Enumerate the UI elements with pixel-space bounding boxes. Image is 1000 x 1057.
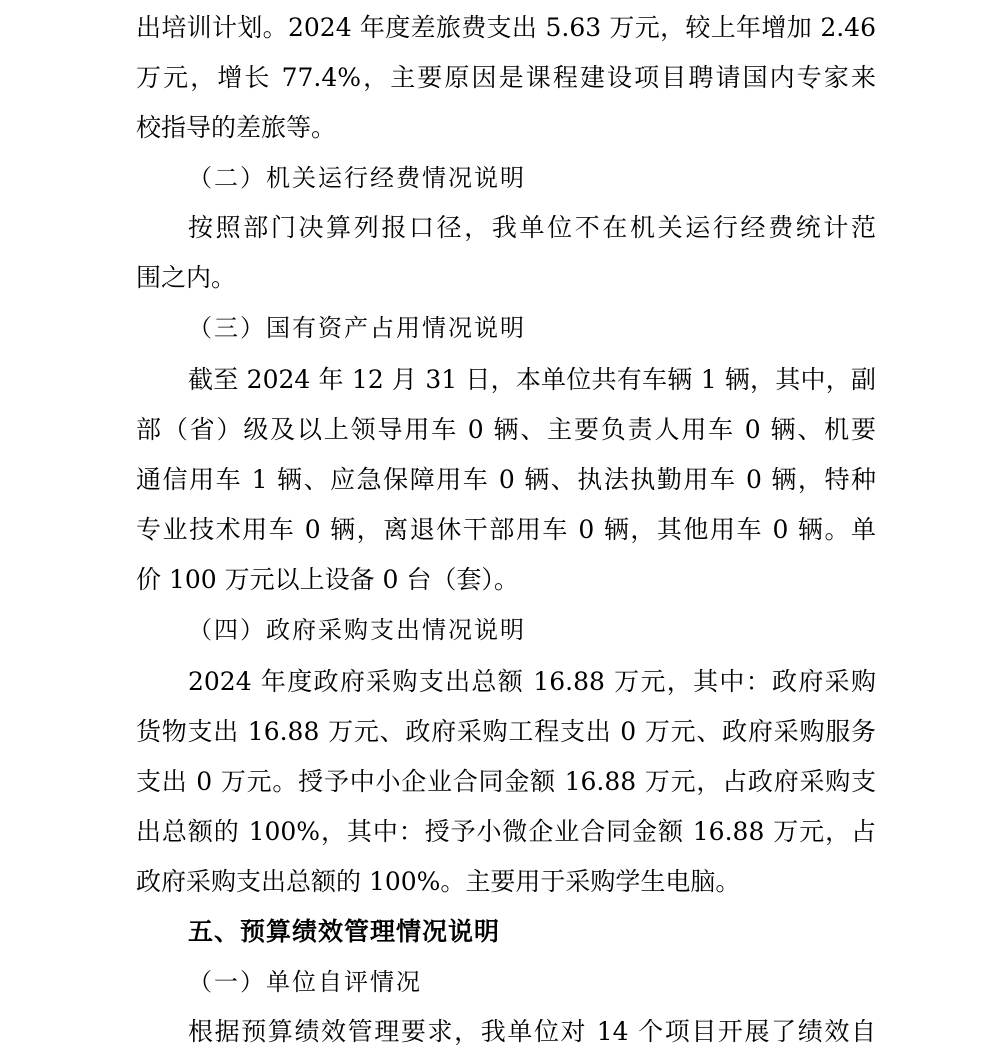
paragraph-line: 部（省）级及以上领导用车 0 辆、主要负责人用车 0 辆、机要 xyxy=(136,415,876,444)
paragraph-line: 围之内。 xyxy=(136,263,237,292)
paragraph-line: 校指导的差旅等。 xyxy=(136,113,337,142)
section-heading-5: 五、预算绩效管理情况说明 xyxy=(188,917,501,946)
paragraph-line: 出培训计划。2024 年度差旅费支出 5.63 万元，较上年增加 2.46 xyxy=(136,13,876,42)
paragraph-line: 支出 0 万元。授予中小企业合同金额 16.88 万元，占政府采购支 xyxy=(136,767,876,796)
paragraph-line: 通信用车 1 辆、应急保障用车 0 辆、执法执勤用车 0 辆，特种 xyxy=(136,465,876,494)
paragraph-line: 截至 2024 年 12 月 31 日，本单位共有车辆 1 辆，其中，副 xyxy=(188,365,876,394)
paragraph-line: 2024 年度政府采购支出总额 16.88 万元，其中：政府采购 xyxy=(188,667,876,696)
paragraph-line: 专业技术用车 0 辆，离退休干部用车 0 辆，其他用车 0 辆。单 xyxy=(136,515,876,544)
subsection-heading: （一）单位自评情况 xyxy=(188,968,422,996)
paragraph-line: 出总额的 100%，其中：授予小微企业合同金额 16.88 万元，占 xyxy=(136,817,876,846)
paragraph-line: 根据预算绩效管理要求，我单位对 14 个项目开展了绩效自 xyxy=(188,1017,876,1046)
section-heading-2: （二）机关运行经费情况说明 xyxy=(188,164,526,192)
paragraph-line: 万元，增长 77.4%，主要原因是课程建设项目聘请国内专家来 xyxy=(136,63,876,92)
section-heading-3: （三）国有资产占用情况说明 xyxy=(188,314,526,342)
paragraph-line: 价 100 万元以上设备 0 台（套）。 xyxy=(136,565,519,594)
paragraph-line: 政府采购支出总额的 100%。主要用于采购学生电脑。 xyxy=(136,867,741,896)
section-heading-4: （四）政府采购支出情况说明 xyxy=(188,616,526,644)
paragraph-line: 货物支出 16.88 万元、政府采购工程支出 0 万元、政府采购服务 xyxy=(136,717,876,746)
paragraph-line: 按照部门决算列报口径，我单位不在机关运行经费统计范 xyxy=(188,213,876,242)
